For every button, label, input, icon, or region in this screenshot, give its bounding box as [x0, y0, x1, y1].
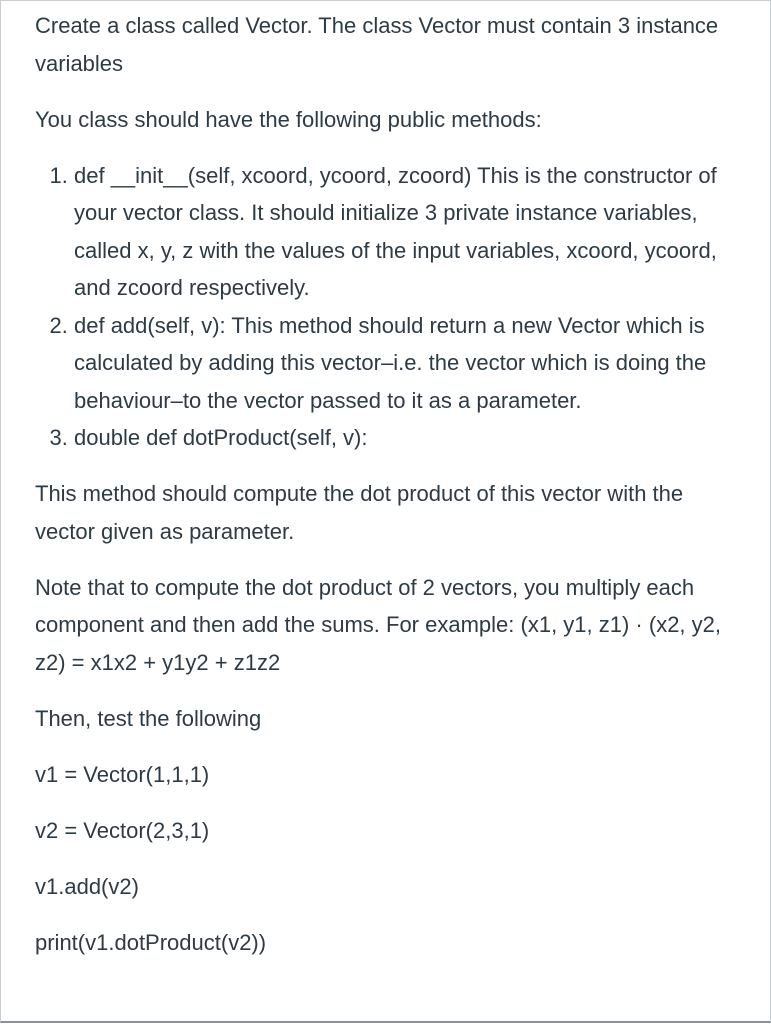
method-init: 1. def __init__(self, xcoord, ycoord, zcoord) This is the constructor of your vector class. It should initialize 3 private instance variables, called x, y, z with the values of the input variables, xcoord, ycoord, and zcoord respectively.	[74, 157, 747, 307]
test-line-add: v1.add(v2)	[35, 873, 139, 899]
intro-paragraph: Create a class called Vector. The class Vector must contain 3 instance variables	[35, 13, 719, 76]
method-dot-product: 3. double def dotProduct(self, v):	[74, 419, 747, 457]
dot-product-note: Note that to compute the dot product of 2 vectors, you multiply each component and then add the sums. For example: (x1, y1, z1) · (x2, y2, z2) = x1x2 + y1y2 + z1z2	[35, 574, 721, 675]
test-intro: Then, test the following	[35, 705, 262, 731]
dot-product-description: This method should compute the dot product of this vector with the vector given as parameter.	[35, 481, 684, 544]
test-line-v1: v1 = Vector(1,1,1)	[35, 761, 210, 787]
methods-heading: You class should have the following public methods:	[35, 106, 542, 132]
method-add: 2. def add(self, v): This method should return a new Vector which is calculated by adding this vector–i.e. the vector which is doing the behaviour–to the vector passed to it as a parameter.	[74, 307, 747, 420]
methods-list	[35, 157, 747, 457]
assignment-content	[35, 7, 747, 980]
test-line-print: print(v1.dotProduct(v2))	[35, 929, 267, 955]
test-line-v2: v2 = Vector(2,3,1)	[35, 817, 210, 843]
